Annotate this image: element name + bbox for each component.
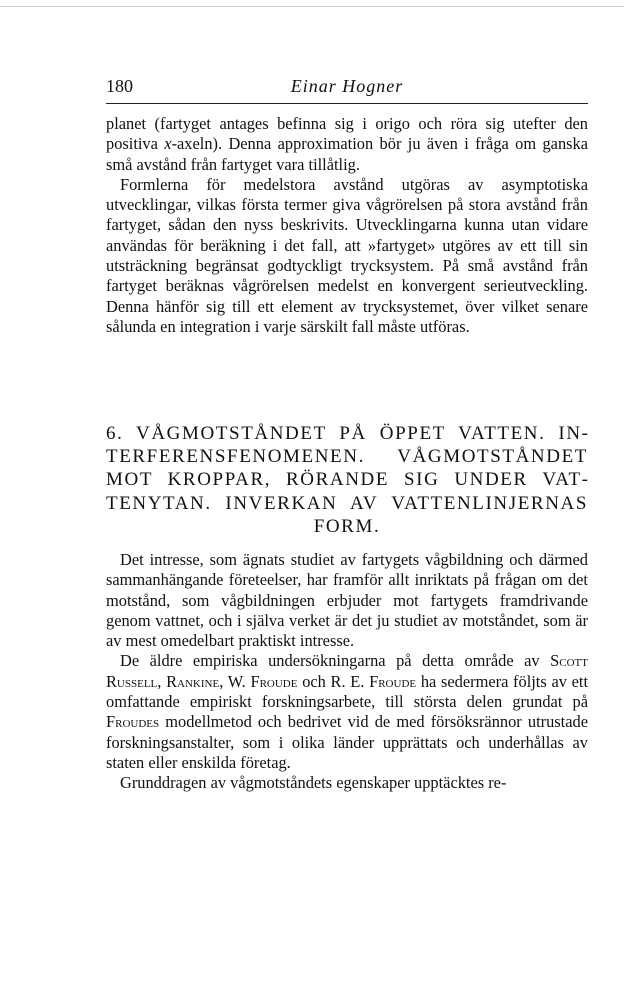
paragraph-1 <box>106 114 588 175</box>
p4-part-e: ha sedermera följts av ett omfattande empiriskt forskningsarbete, till största delen grundat på <box>106 671 588 712</box>
section-heading: 6. VÅGMOTSTÅNDET PÅ ÖPPET VATTEN. INTERFERENSFENOMENEN. VÅGMOTSTÅNDET MOT KROPPAR, RÖRANDE SIG UNDER VATTENYTAN. INVERKAN AV VATTENLINJERNAS FORM. <box>106 423 588 537</box>
p4-part-b: , <box>157 671 167 691</box>
paragraph-4 <box>106 651 588 773</box>
p4-part-c: , W. <box>219 671 251 691</box>
name-rankine: Rankine <box>166 671 220 691</box>
top-edge-rule <box>0 6 624 7</box>
page-number: 180 <box>106 76 133 96</box>
p4-part-d: och R. E. <box>297 671 370 691</box>
paragraph-1-part-a: planet (fartyget antages befinna sig i origo och röra sig utefter den positiva <box>106 114 588 154</box>
p4-part-f: modellmetod och bedrivet vid de med försöksrännor utrustade forskningsanstalter, som i olika länder upprättats och underhållas av staten eller enskilda företag. <box>106 712 588 772</box>
header-rule <box>106 103 588 104</box>
paragraph-1-part-b: -axeln). Denna approximation bör ju även i fråga om ganska små avstånd från fartyget vara tillåtlig. <box>106 134 589 174</box>
paragraph-3: Det intresse, som ägnats studiet av fartygets vågbildning och därmed sammanhängande företeelser, har framför allt inriktats på frågan om det motstånd, som vågbildningen erbjuder mot fartygets framdrivande genom vattnet, och i själva verket är det ju studiet av motståndet, som är av mest omedelbart praktiskt intresse. <box>106 550 588 651</box>
p4-part-a: De äldre empiriska undersökningarna på detta område av <box>120 651 551 671</box>
variable-x: x <box>164 134 172 154</box>
name-froude-w: Froude <box>250 671 298 691</box>
name-scott-russell: Scott Russell <box>106 651 588 691</box>
paragraph-5: Grunddragen av vågmotståndets egenskaper upptäcktes re- <box>120 773 507 793</box>
page-header <box>106 74 588 102</box>
paragraph-2: Formlerna för medelstora avstånd utgöras av asymptotiska utvecklingar, vilkas första termer giva vågrörelsen på stora avstånd från fartyget, sådan den nyss beskrivits. Utvecklingarna kunna utan vidare användas för beräkning i det fall, att »fartyget» utgöres av ett till sin utsträckning begränsat godtyckligt trycksystem. På små avstånd från fartyget beräknas vågrörelsen medelst en konvergent serieutveckling. Denna hänför sig till ett element av trycksystemet, över vilket senare sålunda en integration i varje särskilt fall måste utföras. <box>106 174 588 336</box>
name-froudes: Froudes <box>106 712 160 732</box>
name-froude-re: Froude <box>369 671 417 691</box>
section-1-text <box>106 114 588 337</box>
section-2-text <box>106 550 588 794</box>
running-title: Einar Hogner <box>290 76 404 96</box>
